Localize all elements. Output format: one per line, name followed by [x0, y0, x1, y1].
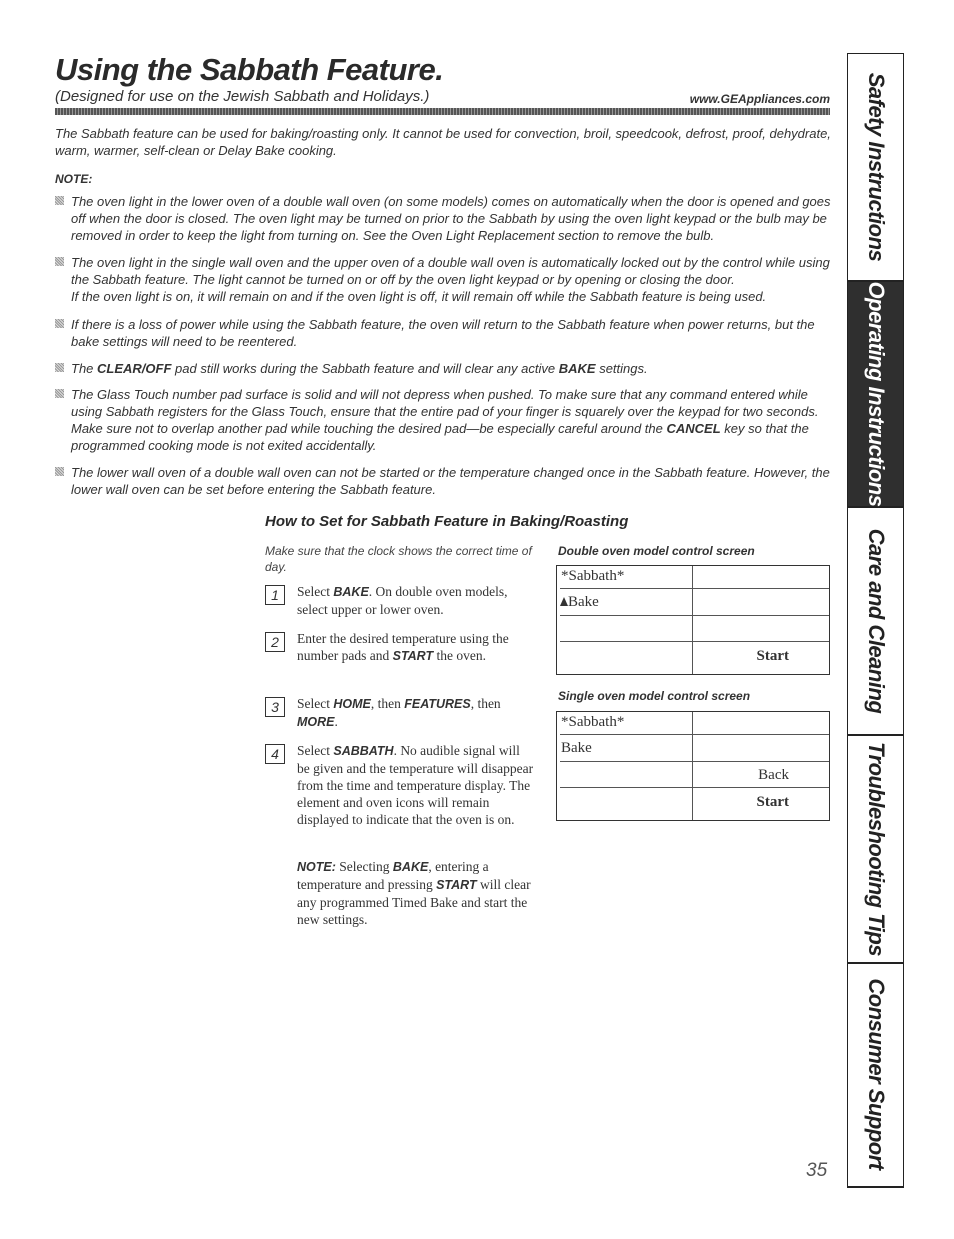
tab-care-and-cleaning[interactable]	[848, 508, 903, 736]
section-heading: How to Set for Sabbath Feature in Baking/Roasting	[265, 513, 629, 530]
header-rule	[55, 108, 830, 115]
step-4	[265, 742, 535, 828]
bullet-square-icon	[55, 467, 64, 476]
single-screen-label: Single oven model control screen	[558, 689, 751, 703]
note-label: NOTE:	[297, 860, 336, 874]
tab-label: Troubleshooting Tips	[863, 741, 889, 957]
screen-bake-text: Bake	[561, 740, 592, 756]
step-note	[297, 858, 537, 928]
screen-sabbath-text: *Sabbath*	[561, 568, 625, 584]
step-text-part: Select	[297, 743, 334, 758]
bullet-square-icon	[55, 363, 64, 372]
screen-start-text: Start	[756, 648, 789, 664]
screen-bake-cell	[560, 593, 599, 611]
bullet-text	[71, 360, 835, 377]
step-text-part: .	[334, 714, 338, 729]
bullet-text-part: settings.	[595, 361, 648, 376]
keypad-name: START	[436, 878, 477, 892]
bullet-text: If there is a loss of power while using the Sabbath feature, the oven will return to the Sabbath feature when power returns, but the bake settings will need to be reentered.	[71, 317, 815, 349]
note-bullet	[55, 360, 835, 377]
screen-row-separator	[560, 761, 829, 762]
screen-row-separator	[560, 588, 829, 589]
bullet-text	[71, 254, 835, 305]
tab-operating-instructions[interactable]	[848, 282, 903, 508]
step-text-part: Select	[297, 584, 334, 599]
bullet-text	[71, 386, 835, 454]
note-label: NOTE:	[55, 172, 93, 186]
keypad-name: FEATURES	[404, 697, 471, 711]
screen-divider	[692, 566, 693, 674]
note-bullet	[55, 386, 835, 454]
keypad-name: HOME	[333, 697, 371, 711]
screen-row-separator	[560, 787, 829, 788]
arrow-up-icon	[560, 597, 568, 606]
keypad-name: START	[392, 649, 434, 663]
step-text-part: , then	[470, 696, 501, 711]
screen-bake-text: Bake	[568, 594, 599, 610]
bullet-text: The lower wall oven of a double wall oven can not be started or the temperature changed once in the Sabbath feature. However, the lower wall oven can be set before entering the Sabbath feature.	[71, 465, 830, 497]
keypad-name: MORE	[297, 715, 335, 729]
note-text-part: , entering a temperature and pressing	[297, 859, 489, 892]
tab-label: Operating Instructions	[863, 281, 889, 507]
step-text	[297, 630, 535, 665]
clock-note: Make sure that the clock shows the correct time of day.	[265, 544, 532, 574]
screen-back-text: Back	[758, 767, 789, 783]
step-3	[265, 695, 535, 731]
step-text-part: . On double oven models, select upper or lower oven.	[297, 584, 508, 617]
bullet-text-part: The oven light in the single wall oven and the upper oven of a double wall oven is automatically locked out by the control while using the Sabbath feature. The light cannot be turned on or off by the oven light keypad or by opening or closing the door.	[71, 255, 830, 287]
note-bullet	[55, 464, 835, 498]
tab-label: Consumer Support	[863, 978, 889, 1170]
step-number: 3	[265, 697, 285, 717]
tab-consumer-support[interactable]	[848, 964, 903, 1184]
screen-sabbath-text: *Sabbath*	[561, 714, 625, 730]
side-tab-navigation	[847, 53, 904, 1188]
bullet-text-part: The	[71, 361, 98, 376]
keypad-name: BAKE	[333, 585, 369, 599]
step-text-part: . No audible signal will be given and the temperature will disappear from the time and temperature display. The element and oven icons will remain displayed to indicate that the oven is on.	[297, 743, 534, 827]
bullet-square-icon	[55, 257, 64, 266]
bullet-text-part: key so that the programmed cooking mode is not exited accidentally.	[71, 421, 809, 453]
screen-row-separator	[560, 641, 829, 642]
tab-troubleshooting-tips[interactable]	[848, 736, 903, 964]
note-text-part: Selecting	[335, 859, 393, 874]
bullet-square-icon	[55, 389, 64, 398]
tab-safety-instructions[interactable]	[848, 54, 903, 282]
step-text	[297, 583, 535, 618]
screen-divider	[692, 712, 693, 820]
website-link[interactable]: www.GEAppliances.com	[689, 92, 830, 106]
screen-row-separator	[560, 734, 829, 735]
step-1	[265, 583, 535, 618]
keypad-name: SABBATH	[333, 744, 394, 758]
note-bullet	[55, 316, 835, 350]
double-oven-control-screen	[556, 565, 830, 675]
keypad-name: BAKE	[392, 860, 429, 874]
step-text	[297, 695, 535, 731]
keypad-name: CLEAR/OFF	[97, 361, 172, 376]
note-text-part: will clear any programmed Timed Bake and start the new settings.	[297, 877, 531, 927]
screen-row-separator	[560, 615, 829, 616]
bullet-text-part: If the oven light is on, it will remain on and if the oven light is off, it will remain off while the Sabbath feature is being used.	[71, 289, 767, 304]
note-bullet	[55, 254, 835, 305]
step-text	[297, 742, 535, 828]
step-text-part: the oven.	[433, 648, 486, 663]
page-subtitle: (Designed for use on the Jewish Sabbath and Holidays.)	[55, 88, 430, 105]
page-number: 35	[806, 1160, 828, 1181]
single-oven-control-screen	[556, 711, 830, 821]
bullet-text-part: The Glass Touch number pad surface is solid and will not depress when pushed. To make sure that any command entered while using Sabbath registers for the Glass Touch, ensure that the entire pad of your finger is squarely over the keypad for two seconds. Make sure not to overlap another pad while touching the desired pad—be especially careful around the	[71, 387, 819, 436]
keypad-name: BAKE	[558, 361, 596, 376]
bullet-text: The oven light in the lower oven of a double wall oven (on some models) comes on automatically when the door is opened and goes off when the door is closed. The oven light may be turned on prior to the Sabbath by using the oven light keypad or the bulb may be removed in order to keep the light from turning on. See the Oven Light Replacement section to remove the bulb.	[71, 194, 831, 243]
screen-start-text: Start	[756, 794, 789, 810]
intro-paragraph: The Sabbath feature can be used for baking/roasting only. It cannot be used for convection, broil, speedcook, defrost, proof, dehydrate, warm, warmer, self-clean or Delay Bake cooking.	[55, 126, 831, 158]
step-number: 1	[265, 585, 285, 605]
bullet-text-part: pad still works during the Sabbath feature and will clear any active	[171, 361, 559, 376]
bullet-square-icon	[55, 196, 64, 205]
bullet-square-icon	[55, 319, 64, 328]
step-text-part: Select	[297, 696, 334, 711]
step-2	[265, 630, 535, 665]
double-screen-label: Double oven model control screen	[558, 544, 755, 558]
step-number: 2	[265, 632, 285, 652]
step-text-part: Enter the desired temperature using the number pads and	[297, 631, 509, 663]
tab-label: Care and Cleaning	[863, 528, 889, 714]
page-title: Using the Sabbath Feature.	[55, 52, 444, 87]
note-bullet	[55, 193, 835, 244]
keypad-name: CANCEL	[666, 421, 721, 436]
step-number: 4	[265, 744, 285, 764]
step-text-part: , then	[370, 696, 405, 711]
tab-label: Safety Instructions	[863, 72, 889, 262]
